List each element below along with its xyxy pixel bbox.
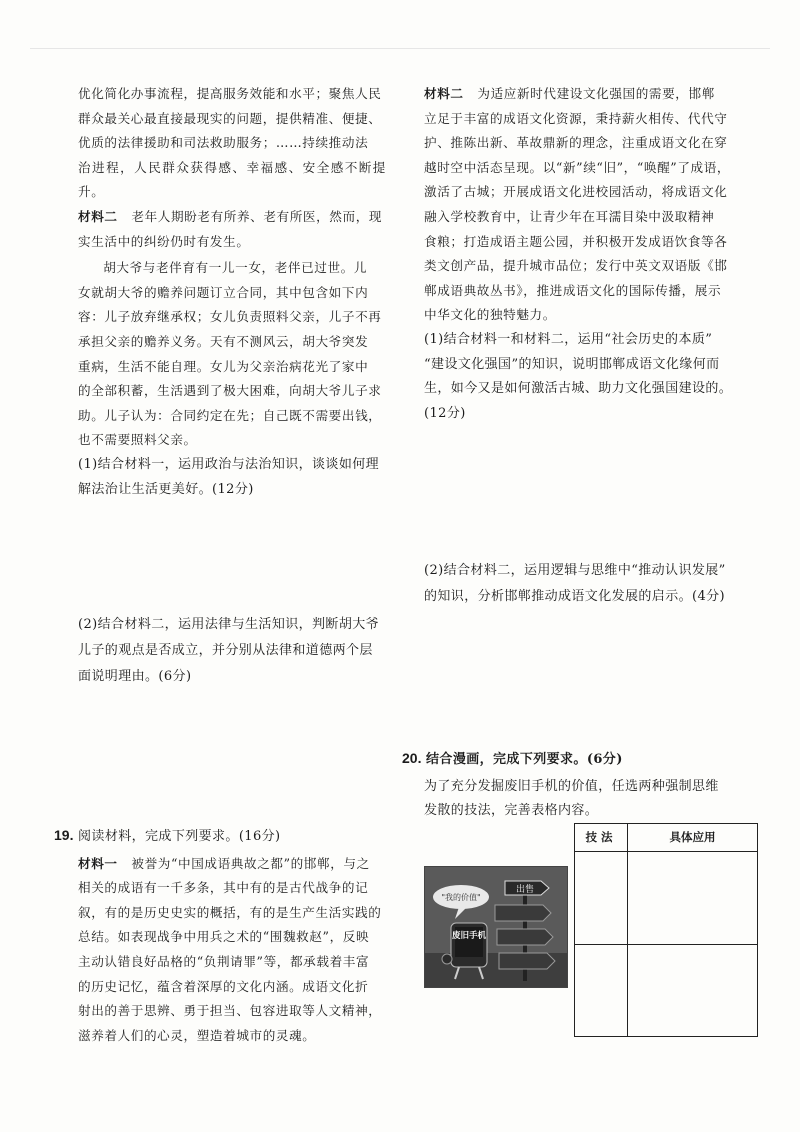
table-rule — [627, 824, 628, 1036]
text-line: 滋养着人们的心灵，塑造着城市的灵魂。 — [78, 1027, 316, 1043]
text-line: 重病，生活不能自理。女儿为父亲治病花光了家中 — [78, 358, 369, 374]
text-line: 也不需要照料父亲。 — [78, 432, 197, 448]
question-20-body — [402, 775, 750, 824]
sign-top-text: 出售 — [515, 885, 535, 895]
question-2-line: 儿子的观点是否成立，并分别从法律和道德两个层 — [78, 643, 373, 658]
text-line: 中华文化的独特魅力。 — [424, 307, 556, 323]
question-1-line: (12分) — [424, 405, 466, 421]
question-19-material — [54, 852, 386, 1049]
question-20-number: 20. — [402, 750, 422, 766]
material2-label: 材料二 — [78, 208, 118, 224]
text-line: 容：儿子放弃继承权；女儿负责照料父亲，儿子不再 — [78, 309, 382, 325]
text-span: 为适应新时代建设文化强国的需要，邯郸 — [477, 86, 715, 101]
question-19 — [54, 823, 386, 1048]
question-1-line: 生，如今又是如何激活古城、助力文化强国建设的。 — [424, 381, 733, 397]
text-line: 护、推陈出新、革故鼎新的理念，注重成语文化在穿 — [424, 135, 728, 151]
text-span: 被誉为“中国成语典故之都”的邯郸，与之 — [131, 855, 370, 871]
text-line: 叙，有的是历史史实的概括，有的是生产生活实践的 — [78, 904, 382, 920]
question-2-line: 面说明理由。(6分) — [78, 669, 192, 684]
question-2-line: 的知识，分析邯郸推动成语文化发展的启示。(4分) — [424, 589, 726, 604]
text-line: 的历史记忆，蕴含着深厚的文化内涵。成语文化折 — [78, 978, 369, 994]
question-1-line: 解法治让生活更美好。(12分) — [78, 481, 254, 497]
question-1-line: (1)结合材料一，运用政治与法治知识，谈谈如何理 — [78, 456, 380, 472]
question-1-line: “建设文化强国”的知识，说明邯郸成语文化缘何而 — [424, 356, 720, 372]
text-line: 激活了古城；开展成语文化进校园活动，将成语文化 — [424, 184, 728, 200]
material2-label: 材料二 — [424, 86, 464, 101]
table-header-method: 技法 — [585, 830, 617, 844]
text-line: 主动认错良好品格的“负荆请罪”等，都承载着丰富 — [78, 953, 370, 969]
page-top-rule — [30, 48, 770, 49]
sign-arrow — [497, 929, 553, 945]
question-1-line: (1)结合材料一和材料二，运用“社会历史的本质” — [424, 331, 713, 347]
text-line: 总结。如表现战争中用兵之术的“围魏救赵”，反映 — [78, 929, 370, 945]
text-line: 类文创产品，提升城市品位；发行中英文双语版《邯 — [424, 258, 728, 274]
phone-hand — [442, 954, 452, 964]
text-line: 治进程，人民群众获得感、幸福感、安全感不断提升。 — [78, 159, 386, 200]
text-line: 立足于丰富的成语文化资源，秉持薪火相传、代代守 — [424, 110, 728, 126]
cartoon-image — [424, 866, 568, 988]
question-19-number: 19. — [54, 827, 74, 843]
sign-arrow — [499, 953, 555, 969]
text-line: 郸成语典故丛书》，推进成语文化的国际传播，展示 — [424, 282, 722, 298]
left-continuation — [78, 82, 386, 502]
sign-arrow — [495, 905, 551, 921]
text-line: 的全部积蓄，生活遇到了极大困难，向胡大爷儿子求 — [78, 383, 382, 399]
text-line: 助。儿子认为：合同约定在先；自己既不需要出钱， — [78, 407, 382, 423]
text-line: 相关的成语有一千多条，其中有的是古代战争的记 — [78, 880, 369, 896]
text-line: 优化简化办事流程，提高服务效能和水平；聚焦人民 — [78, 86, 382, 101]
table-rule — [575, 944, 757, 945]
text-line — [424, 82, 742, 107]
question-2-line: (2)结合材料二，运用法律与生活知识，判断胡大爷 — [78, 617, 380, 632]
text-line: 为了充分发掘废旧手机的价值，任选两种强制思维 — [424, 778, 719, 794]
question-20-title-line — [402, 746, 750, 773]
text-line: 优质的法律援助和司法救助服务；……持续推动法 — [78, 135, 369, 151]
text-line: 群众最关心最直接最现实的问题，提供精准、便捷、 — [78, 110, 382, 126]
text-line: 食粮；打造成语主题公园，并积极开发成语饮食等各 — [424, 233, 728, 249]
question-19-title: 阅读材料，完成下列要求。(16分) — [78, 829, 281, 844]
text-line — [78, 852, 386, 877]
text-line: 射出的善于思辨、勇于担当、包容进取等人文精神， — [78, 1003, 382, 1019]
cartoon-drawing — [425, 867, 567, 987]
text-line: 承担父亲的赡养义务。天有不测风云，胡大爷突发 — [78, 333, 369, 349]
question-20-title: 结合漫画，完成下列要求。(6分) — [426, 752, 623, 767]
question-19-title-line — [54, 823, 386, 850]
table-rule — [575, 851, 757, 852]
table-header-application: 具体应用 — [669, 830, 716, 844]
text-span: 老年人期盼老有所养、老有所医，然而，现 — [131, 208, 383, 224]
methods-table — [574, 823, 758, 1037]
question-2-line: (2)结合材料二，运用逻辑与思维中“推动认识发展” — [424, 563, 726, 578]
question-20 — [402, 746, 750, 824]
right-question-2 — [424, 558, 742, 610]
phone-label: 废旧手机 — [451, 931, 487, 941]
right-material-2 — [424, 82, 742, 426]
material1-label: 材料一 — [78, 855, 118, 871]
text-line: 融入学校教育中，让青少年在耳濡目染中汲取精神 — [424, 208, 715, 224]
speech-text: "我的价值" — [441, 893, 481, 902]
text-line — [78, 205, 386, 230]
text-line: 女就胡大爷的赡养问题订立合同，其中包含如下内 — [78, 284, 369, 300]
text-line: 胡大爷与老伴育有一儿一女，老伴已过世。儿 — [103, 260, 368, 276]
text-line: 实生活中的纠纷仍时有发生。 — [78, 233, 250, 249]
text-line: 越时空中活态呈现。以“新”续“旧”，“唤醒”了成语， — [424, 159, 731, 175]
text-line: 发散的技法，完善表格内容。 — [424, 803, 599, 819]
left-question-2 — [78, 612, 386, 690]
